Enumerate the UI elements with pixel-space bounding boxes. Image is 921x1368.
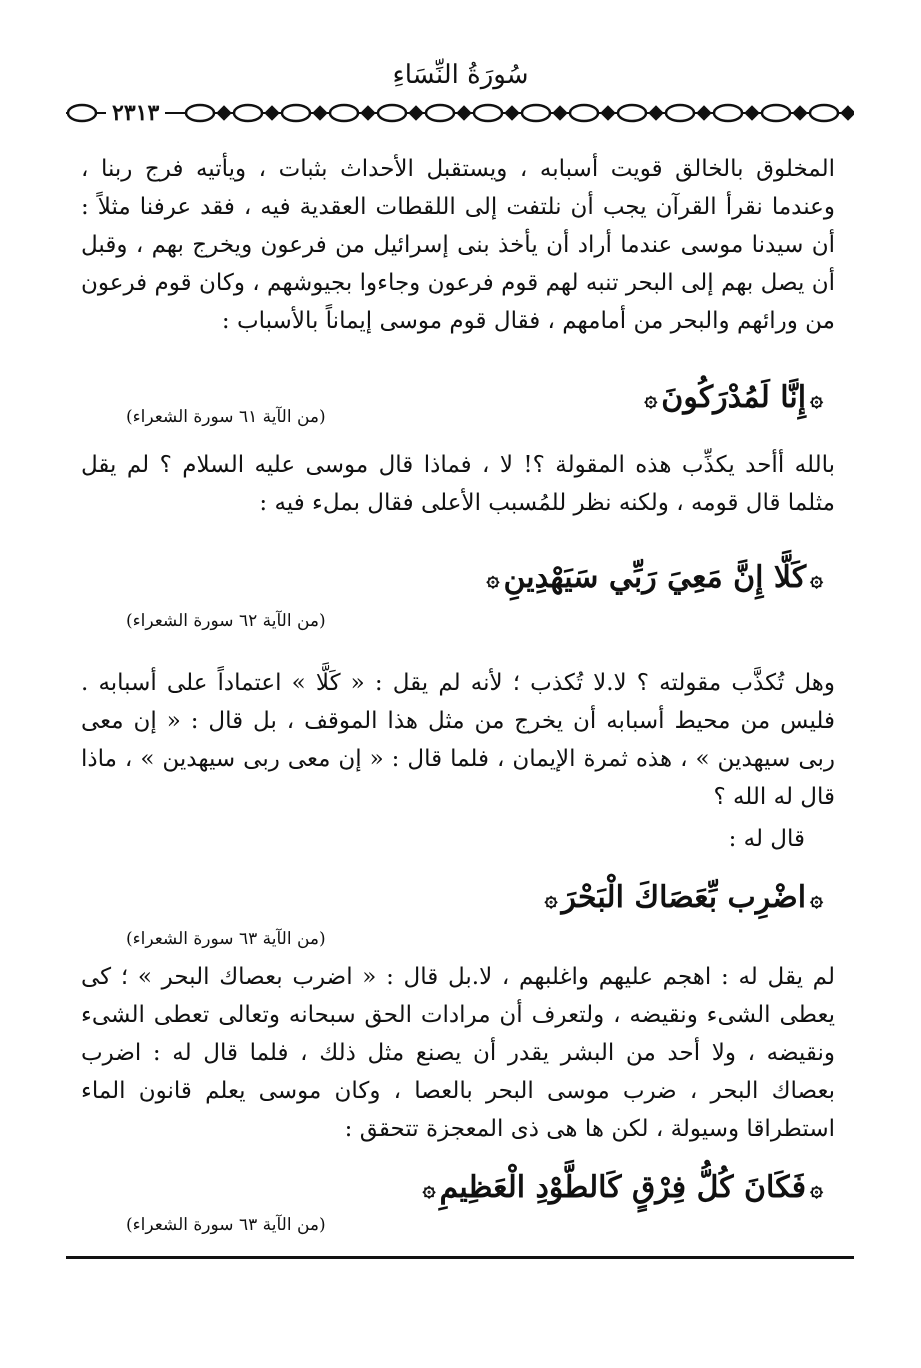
- chain-diamond-icon: [266, 107, 278, 119]
- paragraph-1: [81, 150, 835, 340]
- verse-ornament-icon: ۞: [810, 566, 823, 592]
- chain-diamond-icon: [602, 107, 614, 119]
- chain-diamond-icon: [698, 107, 710, 119]
- chain-oval-icon: [186, 105, 214, 121]
- verse-reference-4: (من الآية ٦٣ سورة الشعراء): [126, 1215, 326, 1235]
- verse-ornament-icon: ۞: [544, 886, 558, 912]
- quran-verse-3: [541, 876, 827, 921]
- paragraph-text: قال له :: [728, 826, 805, 852]
- verse-text: إِنَّا لَمُدْرَكُونَ: [661, 380, 807, 415]
- chain-diamond-icon: [458, 107, 470, 119]
- chain-diamond-icon: [554, 107, 566, 119]
- footer-rule: [66, 1256, 854, 1259]
- chain-oval-icon: [618, 105, 646, 121]
- chain-oval-icon: [762, 105, 790, 121]
- paragraph-5: [81, 958, 835, 1148]
- chain-oval-icon: [474, 105, 502, 121]
- decorative-border: [66, 96, 854, 130]
- chain-diamond-icon: [794, 107, 806, 119]
- verse-ornament-icon: ۞: [810, 1176, 823, 1202]
- verse-ornament-icon: ۞: [644, 386, 658, 412]
- paragraph-2: [81, 446, 835, 522]
- chain-diamond-icon: [362, 107, 374, 119]
- paragraph-text: المخلوق بالخالق قويت أسبابه ، ويستقبل الأحداث بثبات ، ويأتيه فرج ربنا ، وعندما نقرأ القرآن يجب أن نلتفت إلى اللقطات العقدية فيه ، فقد عرفنا مثلاً : أن سيدنا موسى عندما أراد أن يأخذ بنى إسرائيل من فرعون ويخرج بهم ، وقبل أن يصل بهم إلى البحر تنبه لهم قوم فرعون وجاءوا بجيوشهم ، وكان قوم فرعون من ورائهم والبحر من أمامهم ، فقال قوم موسى إيماناً بالأسباب :: [81, 156, 835, 334]
- chain-diamond-icon: [842, 107, 854, 119]
- chain-oval-icon: [666, 105, 694, 121]
- chain-oval-icon: [714, 105, 742, 121]
- verse-ornament-icon: ۞: [810, 386, 823, 412]
- chain-oval-icon: [570, 105, 598, 121]
- chain-oval-icon: [426, 105, 454, 121]
- quran-verse-1: [640, 376, 827, 421]
- paragraph-4: [81, 820, 835, 858]
- quran-verse-4: [419, 1166, 827, 1211]
- chain-oval-icon: [378, 105, 406, 121]
- chain-border-icon: [66, 96, 854, 130]
- paragraph-3: [81, 664, 835, 816]
- chain-oval-icon: [234, 105, 262, 121]
- surah-title: سُورَةُ النِّسَاءِ: [392, 60, 529, 90]
- paragraph-text: بالله أأحد يكذِّب هذه المقولة ؟! لا ، فماذا قال موسى عليه السلام ؟ لم يقل مثلما قال قومه ، ولكنه نظر للمُسبب الأعلى فقال بملء فيه :: [81, 452, 835, 516]
- verse-reference-2: (من الآية ٦٢ سورة الشعراء): [126, 611, 326, 631]
- chain-diamond-icon: [650, 107, 662, 119]
- verse-ornament-icon: ۞: [422, 1176, 436, 1202]
- chain-diamond-icon: [314, 107, 326, 119]
- paragraph-text: لم يقل له : اهجم عليهم واغلبهم ، لا.بل قال : « اضرب بعصاك البحر » ؛ كى يعطى الشىء ونقيضه ، ولتعرف أن مرادات الحق سبحانه وتعالى تعطى الشىء ونقيضه ، ولا أحد من البشر يقدر أن يصنع مثل ذلك ، فلما قال له : اضرب بعصاك البحر ، ضرب موسى البحر بالعصا ، وكان موسى يعلم قانون الماء استطراقا وسيولة ، لكن ها هى ذى المعجزة تتحقق :: [81, 964, 835, 1142]
- chain-oval-icon: [522, 105, 550, 121]
- chain-diamond-icon: [218, 107, 230, 119]
- verse-text: اضْرِب بِّعَصَاكَ الْبَحْرَ: [561, 880, 807, 915]
- chain-diamond-icon: [506, 107, 518, 119]
- chain-oval-icon: [810, 105, 838, 121]
- chain-oval-icon: [68, 105, 96, 121]
- verse-ornament-icon: ۞: [810, 886, 823, 912]
- verse-text: فَكَانَ كُلُّ فِرْقٍ كَالطَّوْدِ الْعَظِيمِ: [439, 1170, 807, 1205]
- paragraph-text: وهل تُكذَّب مقولته ؟ لا.لا تُكذب ؛ لأنه لم يقل : « كَلَّا » اعتماداً على أسبابه . فليس من محيط أسبابه أن يخرج من مثل هذا الموقف ، بل قال : « إن معى ربى سيهدين » ، هذه ثمرة الإيمان ، فلما قال : « إن معى ربى سيهدين » ، ماذا قال له الله ؟: [81, 670, 835, 810]
- chain-diamond-icon: [746, 107, 758, 119]
- page-number: ٢٣١٣: [106, 96, 165, 130]
- quran-verse-2: [483, 556, 827, 601]
- chain-diamond-icon: [410, 107, 422, 119]
- verse-reference-1: (من الآية ٦١ سورة الشعراء): [126, 407, 326, 427]
- verse-ornament-icon: ۞: [486, 566, 500, 592]
- verse-reference-3: (من الآية ٦٣ سورة الشعراء): [126, 929, 326, 949]
- chain-oval-icon: [330, 105, 358, 121]
- chain-oval-icon: [282, 105, 310, 121]
- verse-text: كَلَّا إِنَّ مَعِيَ رَبِّي سَيَهْدِينِ: [503, 560, 807, 595]
